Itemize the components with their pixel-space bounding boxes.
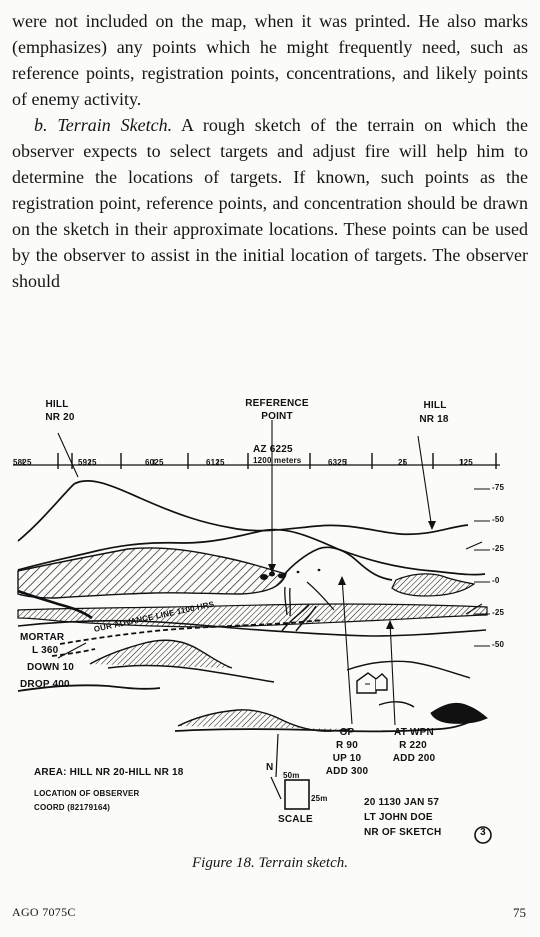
hill-right-label-1: HILL (423, 400, 447, 411)
at-weapon-add: ADD 200 (392, 753, 436, 764)
hill-left-label-2: NR 20 (45, 412, 75, 423)
advance-line-label: OUR ADVANCE LINE 1100 HRS (93, 599, 216, 634)
azimuth-tick-3: 6125 (206, 458, 225, 467)
op-right: R 90 (336, 740, 358, 751)
op-up: UP 10 (332, 753, 362, 764)
observer-coordinates: COORD (82179164) (34, 803, 111, 812)
vertical-tick-1: -50 (492, 515, 505, 524)
sketch-number-label: NR OF SKETCH (364, 827, 442, 838)
vertical-tick-5: -50 (492, 640, 505, 649)
area-label: AREA: HILL NR 20-HILL NR 18 (34, 767, 184, 778)
scale-width-label: 50m (283, 771, 300, 780)
observer-location-label: LOCATION OF OBSERVER (34, 789, 140, 798)
azimuth-value: AZ 6225 (253, 444, 293, 455)
at-weapon-right: R 220 (399, 740, 427, 751)
azimuth-tick-0: 5825 (13, 458, 32, 467)
vertical-tick-0: -75 (492, 483, 505, 492)
scale-height-label: 25m (311, 794, 328, 803)
sketch-number: 3 (480, 827, 486, 838)
op-label: OP (339, 727, 355, 738)
azimuth-tick-6: 125 (459, 458, 473, 467)
figure-caption: Figure 18. Terrain sketch. (192, 855, 348, 871)
signature-name: LT JOHN DOE (364, 812, 433, 823)
paragraph-heading: Terrain Sketch. (57, 115, 173, 135)
mortar-drop: DROP 400 (20, 679, 70, 690)
reference-point-label-1: REFERENCE (245, 398, 309, 409)
continuation-paragraph: were not included on the map, when it was printed. He also marks (emphasizes) any points which he might frequently need, such as reference points, registration points, concentrations, and likely points of enemy activity. (12, 11, 528, 109)
scale-label: SCALE (278, 814, 313, 825)
hill-left-label-1: HILL (45, 399, 69, 410)
north-label: N (266, 762, 274, 773)
hill-right-label-2: NR 18 (419, 414, 449, 425)
hatched-ridge-upper (18, 548, 474, 598)
distance-meters: 1200 meters (253, 456, 302, 465)
body-text (12, 8, 528, 294)
vertical-tick-3: -0 (492, 576, 500, 585)
signature-date: 20 1130 JAN 57 (364, 797, 440, 808)
mortar-deflection: L 360 (32, 645, 59, 656)
azimuth-tick-2: 6025 (145, 458, 164, 467)
barn-icon (357, 673, 387, 693)
footer-document-code: AGO 7075C (12, 905, 76, 919)
scale-box (285, 780, 309, 809)
vertical-tick-2: -25 (492, 544, 505, 553)
at-weapon-label: AT WPN (394, 727, 434, 738)
mortar-down: DOWN 10 (27, 662, 74, 673)
paragraph-text: A rough sketch of the terrain on which the observer expects to select targets and adjust fire will help him to determine the locations of targets. If known, such points as the registration point, reference points, and concentration should be drawn on the sketch in their approximate locations. These points can be used by the observer to assist in the initial location of targets. The observer should (12, 115, 529, 291)
vertical-tick-4: -25 (492, 608, 505, 617)
mortar-label: MORTAR (20, 632, 65, 643)
foreground (18, 685, 487, 731)
paragraph-marker: b. (34, 115, 48, 135)
terrain-sketch-paragraph (12, 112, 528, 294)
page-number: 75 (513, 905, 526, 920)
azimuth-tick-4: 6325 (328, 458, 347, 467)
azimuth-tick-5: 25 (398, 458, 408, 467)
azimuth-tick-1: 5925 (78, 458, 97, 467)
vertical-scale (474, 489, 490, 646)
terrain-sketch-figure (0, 386, 540, 856)
reference-point-label-2: POINT (261, 411, 293, 422)
op-add: ADD 300 (325, 766, 369, 777)
